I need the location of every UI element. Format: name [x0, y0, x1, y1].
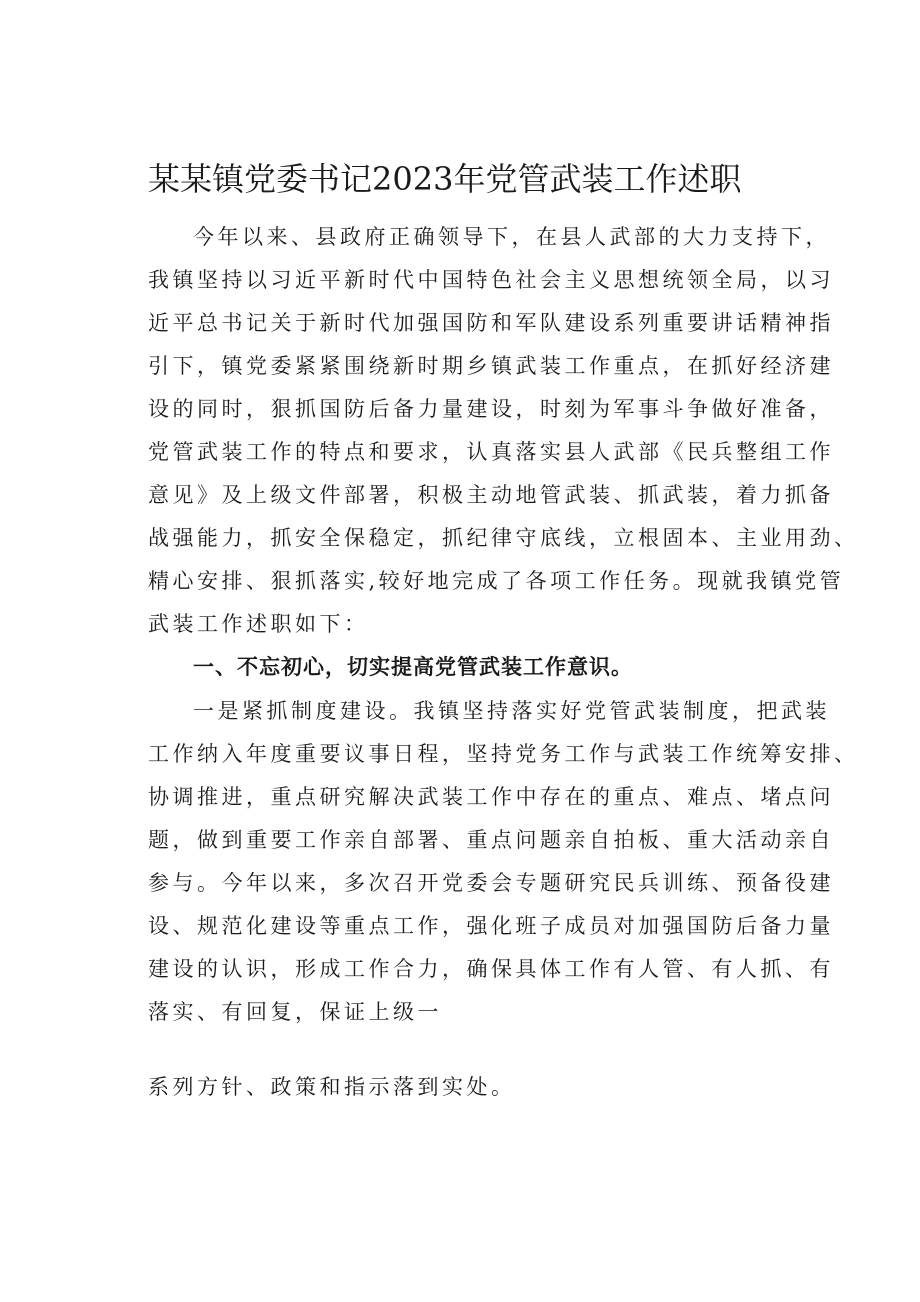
- paragraph-line: 武装工作述职如下：: [148, 612, 369, 636]
- paragraph-line: 设的同时，狠抓国防后备力量建设，时刻为军事斗争做好准备，: [148, 397, 834, 421]
- section-heading: 一、不忘初心，切实提高党管武装工作意识。: [193, 655, 633, 679]
- paragraph-continuation: 系列方针、政策和指示落到实处。: [148, 1075, 516, 1099]
- paragraph-line: 我镇坚持以习近平新时代中国特色社会主义思想统领全局，以习: [148, 268, 834, 292]
- paragraph-line: 参与。今年以来，多次召开党委会专题研究民兵训练、预备役建: [148, 871, 834, 895]
- paragraph-line: 意见》及上级文件部署，积极主动地管武装、抓武装，着力抓备: [148, 483, 834, 507]
- paragraph-line: 设、规范化建设等重点工作，强化班子成员对加强国防后备力量: [148, 914, 834, 938]
- paragraph-line: 协调推进，重点研究解决武装工作中存在的重点、难点、堵点问: [148, 785, 834, 809]
- paragraph-line: 战强能力，抓安全保稳定，抓纪律守底线，立根固本、主业用劲、: [148, 526, 859, 550]
- paragraph-line: 引下，镇党委紧紧围绕新时期乡镇武装工作重点，在抓好经济建: [148, 354, 834, 378]
- paragraph-line: 落实、有回复，保证上级一: [148, 1000, 442, 1024]
- paragraph-line: 精心安排、狠抓落实,较好地完成了各项工作任务。现就我镇党管: [148, 569, 845, 593]
- paragraph-line: 近平总书记关于新时代加强国防和军队建设系列重要讲话精神指: [148, 311, 834, 335]
- paragraph-line: 工作纳入年度重要议事日程，坚持党务工作与武装工作统筹安排、: [148, 742, 859, 766]
- paragraph-line: 建设的认识，形成工作合力，确保具体工作有人管、有人抓、有: [148, 957, 834, 981]
- paragraph-line: 今年以来、县政府正确领导下，在县人武部的大力支持下，: [193, 225, 830, 249]
- document-title: 某某镇党委书记2023年党管武装工作述职: [148, 160, 742, 198]
- paragraph-line: 一是紧抓制度建设。我镇坚持落实好党管武装制度，把武装: [193, 699, 830, 723]
- paragraph-line: 党管武装工作的特点和要求，认真落实县人武部《民兵整组工作: [148, 440, 834, 464]
- paragraph-line: 题，做到重要工作亲自部署、重点问题亲自拍板、重大活动亲自: [148, 828, 834, 852]
